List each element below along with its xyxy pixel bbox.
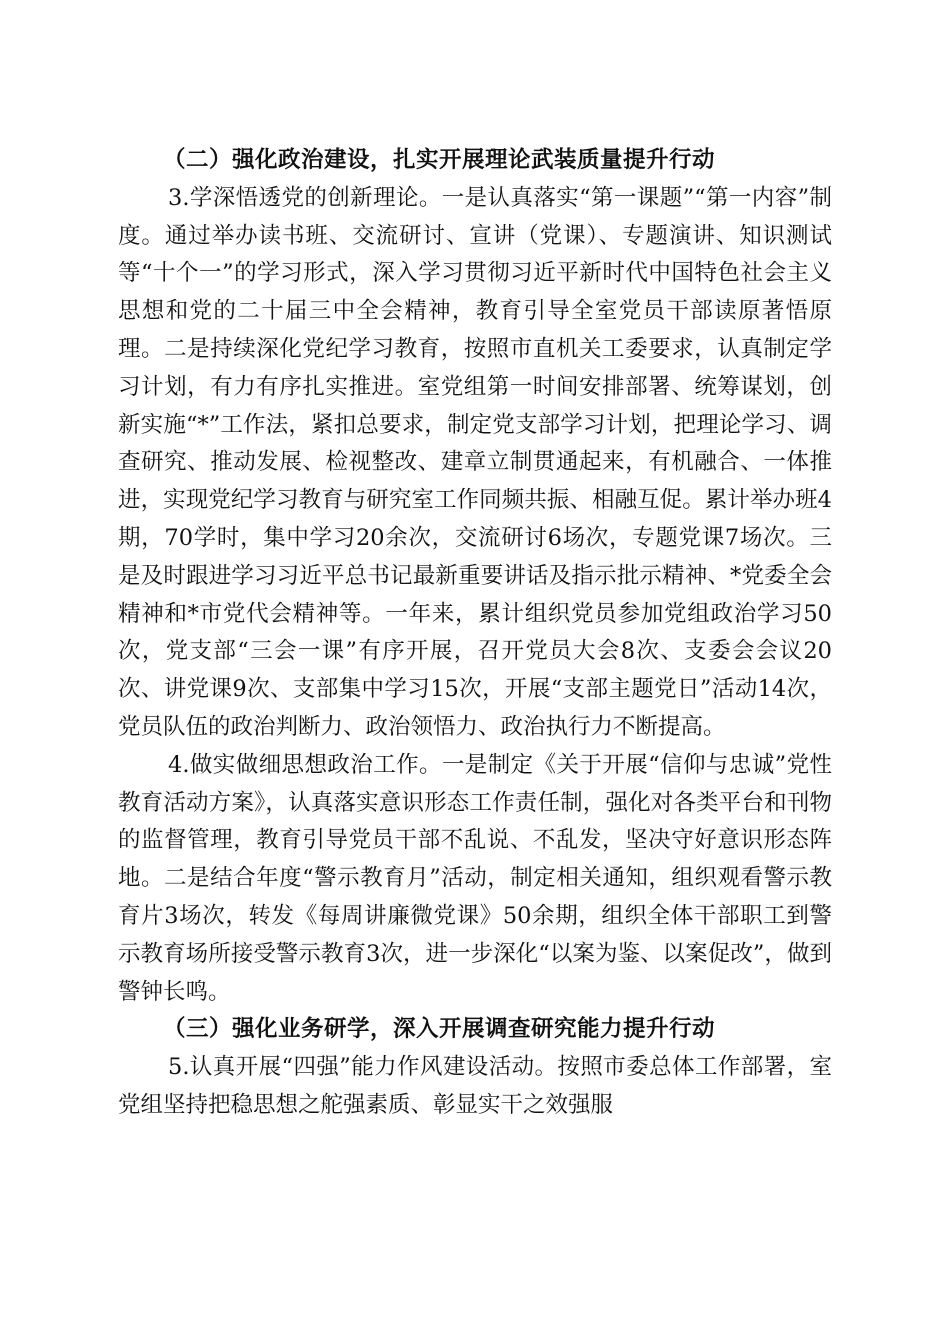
paragraph-5: 5.认真开展“四强”能力作风建设活动。按照市委总体工作部署，室党组坚持把稳思想之舵强素质、彰显实干之效强服 — [118, 1054, 832, 1118]
document-body — [118, 142, 832, 1125]
paragraph-4: 4.做实做细思想政治工作。一是制定《关于开展“信仰与忠诚”党性教育活动方案》，认真落实意识形态工作责任制，强化对各类平台和刊物的监督管理，教育引导党员干部不乱说、不乱发，坚决守好意识形态阵地。二是结合年度“警示教育月”活动，制定相关通知，组织观看警示教育片3场次，转发《每周讲廉微党课》50余期，组织全体干部职工到警示教育场所接受警示教育3次，进一步深化“以案为鉴、以案促改”，做到警钟长鸣。 — [118, 751, 832, 1005]
section-heading-2: （二）强化政治建设，扎实开展理论武装质量提升行动 — [163, 147, 716, 173]
section-heading-3: （三）强化业务研学，深入开展调查研究能力提升行动 — [163, 1016, 716, 1043]
paragraph-3: 3.学深悟透党的创新理论。一是认真落实“第一课题”“第一内容”制度。通过举办读书班、交流研讨、宣讲（党课）、专题演讲、知识测试等“十个一”的学习形式，深入学习贯彻习近平新时代中国特色社会主义思想和党的二十届三中全会精神，教育引导全室党员干部读原著悟原理。二是持续深化党纪学习教育，按照市直机关工委要求，认真制定学习计划，有力有序扎实推进。室党组第一时间安排部署、统筹谋划，创新实施“*”工作法，紧扣总要求，制定党支部学习计划，把理论学习、调查研究、推动发展、检视整改、建章立制贯通起来，有机融合、一体推进，实现党纪学习教育与研究室工作同频共振、相融互促。累计举办班4期，70学时，集中学习20余次，交流研讨6场次，专题党课7场次。三是及时跟进学习习近平总书记最新重要讲话及指示批示精神、*党委全会精神和*市党代会精神等。一年来，累计组织党员参加党组政治学习50次，党支部“三会一课”有序开展，召开党员大会8次、支委会会议20次、讲党课9次、支部集中学习15次，开展“支部主题党日”活动14次，党员队伍的政治判断力、政治领悟力、政治执行力不断提高。 — [118, 184, 832, 740]
